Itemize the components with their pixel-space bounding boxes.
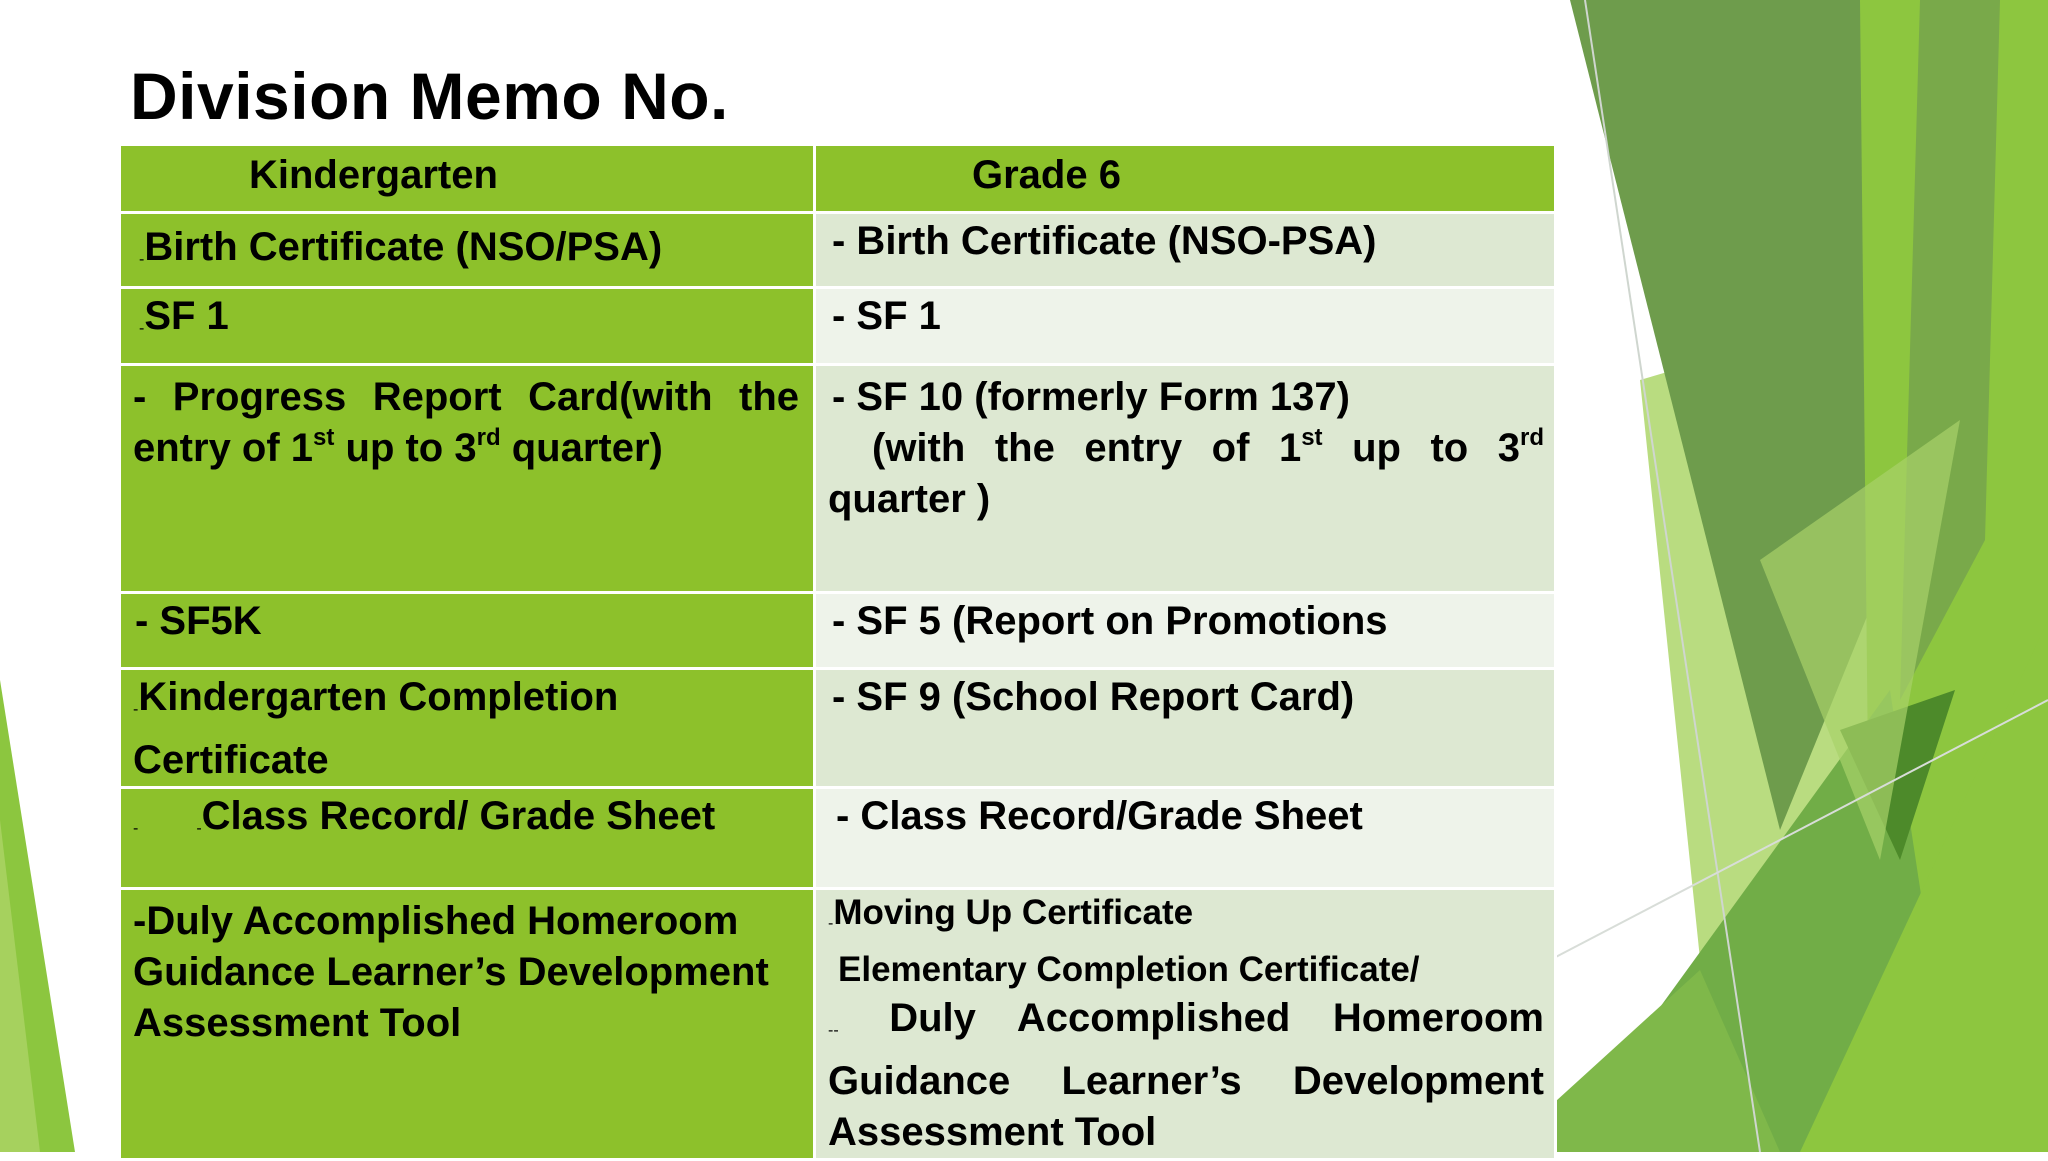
grade6-item-text: - SF 5 (Report on Promotions xyxy=(832,599,1388,643)
grade6-item-text: - SF 1 xyxy=(832,294,941,338)
grade6-item-block xyxy=(828,993,1544,1158)
page-title: Division Memo No. xyxy=(130,59,729,133)
table-row xyxy=(120,669,1556,788)
kinder-item-text: Kindergarten Completion Certificate xyxy=(133,675,619,782)
kinder-cell xyxy=(120,213,815,288)
header-grade6-label: Grade 6 xyxy=(972,153,1121,197)
grade6-item-text: Duly Accomplished Homeroom Guidance Learner’s Development Assessment Tool xyxy=(828,996,1544,1154)
kinder-item-text: up to 3 xyxy=(334,426,477,470)
grade6-item-text: up to 3 xyxy=(1322,426,1520,470)
kinder-item-text: - SF5K xyxy=(135,599,262,643)
table-row xyxy=(120,788,1556,889)
superscript: rd xyxy=(1519,424,1544,451)
header-grade6 xyxy=(815,145,1556,213)
kinder-item-text: - Progress Report Card(with the entry of 1 xyxy=(133,375,799,470)
grade6-cell xyxy=(815,288,1556,365)
bullet-dash: - xyxy=(139,251,145,268)
grade6-cell xyxy=(815,889,1556,1160)
superscript: st xyxy=(1301,424,1323,451)
table-row xyxy=(120,213,1556,288)
kinder-cell xyxy=(120,889,815,1160)
grade6-cell xyxy=(815,593,1556,669)
grade6-item-text: - SF 10 (formerly Form 137) xyxy=(832,375,1350,419)
kinder-cell xyxy=(120,669,815,788)
grade6-cell xyxy=(815,788,1556,889)
header-kindergarten-label: Kindergarten xyxy=(249,153,498,197)
kinder-cell xyxy=(120,288,815,365)
grade6-item-text: (with the entry of 1 xyxy=(872,426,1302,470)
grade6-item-text: - Birth Certificate (NSO-PSA) xyxy=(832,219,1377,263)
kinder-cell xyxy=(120,593,815,669)
kinder-item-text: -Duly Accomplished Homeroom Guidance Learner’s Development Assessment Tool xyxy=(133,899,769,1045)
grade6-cell xyxy=(815,365,1556,593)
grade6-item-text: Elementary Completion Certificate/ xyxy=(838,950,1420,989)
requirements-table xyxy=(118,143,1557,1161)
table-row xyxy=(120,288,1556,365)
grade6-item-text: - Class Record/Grade Sheet xyxy=(836,794,1363,838)
bullet-dash: - xyxy=(828,915,834,932)
superscript: rd xyxy=(476,424,501,451)
bullet-dash: - xyxy=(139,320,145,337)
bullet-dash: - xyxy=(133,820,139,837)
table-row xyxy=(120,365,1556,593)
kinder-item-text: Birth Certificate (NSO/PSA) xyxy=(144,225,663,269)
grade6-item-text: quarter ) xyxy=(828,477,991,521)
bullet-dash: - xyxy=(133,701,139,718)
bullet-dash: -- xyxy=(828,1022,839,1039)
grade6-cell xyxy=(815,213,1556,288)
kinder-cell xyxy=(120,365,815,593)
kinder-item-text: SF 1 xyxy=(144,294,229,338)
kinder-cell xyxy=(120,788,815,889)
table-header-row xyxy=(120,145,1556,213)
grade6-cell xyxy=(815,669,1556,788)
grade6-item-text: - SF 9 (School Report Card) xyxy=(832,675,1355,719)
bullet-dash: - xyxy=(196,820,202,837)
table-row xyxy=(120,593,1556,669)
kinder-item-text: Class Record/ Grade Sheet xyxy=(201,794,716,838)
superscript: st xyxy=(313,424,335,451)
grade6-item-text: Moving Up Certificate xyxy=(833,893,1194,932)
header-kindergarten xyxy=(120,145,815,213)
kinder-item-text: quarter) xyxy=(500,426,663,470)
table-row xyxy=(120,889,1556,1160)
